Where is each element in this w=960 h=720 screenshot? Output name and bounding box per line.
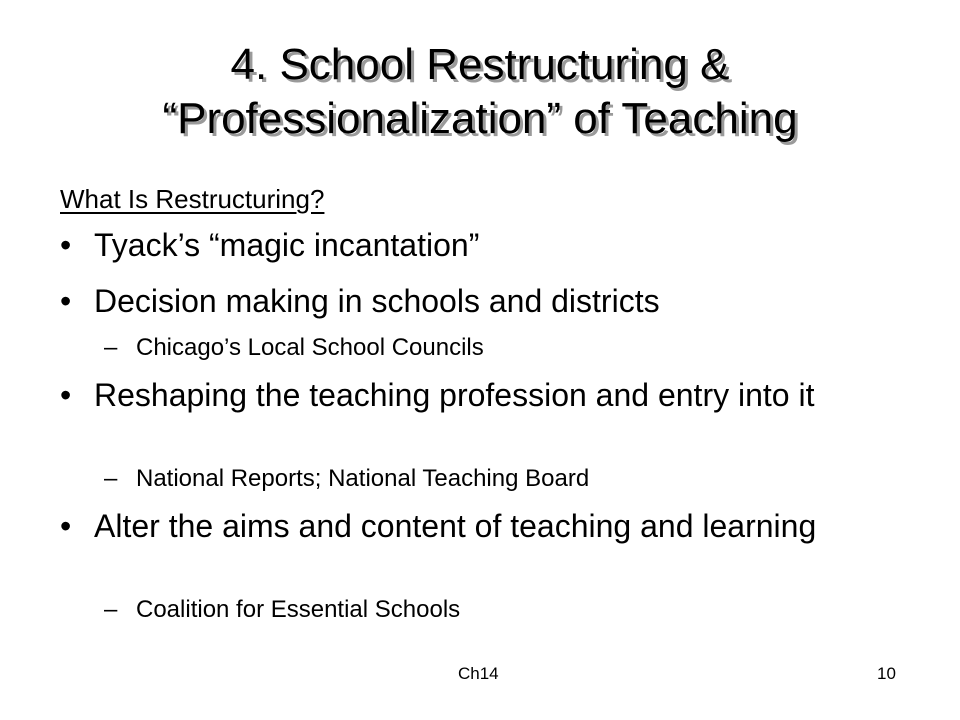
sub-bullet-text: National Reports; National Teaching Board — [136, 465, 590, 492]
sub-bullet-item — [104, 465, 884, 493]
sub-bullet-item — [104, 334, 884, 362]
bullet-text: Alter the aims and content of teaching and learning — [94, 508, 817, 544]
bullet-text: Tyack’s “magic incantation” — [94, 227, 480, 263]
sub-bullet-item — [104, 596, 884, 624]
bullet-icon: • — [60, 508, 72, 544]
dash-icon: – — [104, 334, 118, 361]
slide-title-line-1: 4. School Restructuring & — [230, 40, 730, 89]
bullet-item — [60, 285, 860, 317]
section-subheading: What Is Restructuring? — [60, 184, 325, 214]
sub-bullet-text: Coalition for Essential Schools — [136, 596, 461, 623]
dash-icon: – — [104, 596, 118, 623]
bullet-item — [60, 229, 860, 261]
footer-chapter-label: Ch14 — [458, 664, 499, 683]
bullet-text: Decision making in schools and districts — [94, 283, 660, 319]
sub-bullet-text: Chicago’s Local School Councils — [136, 334, 484, 361]
slide-title-line-2: “Professionalization” of Teaching — [162, 94, 798, 143]
bullet-text: Reshaping the teaching profession and entry into it — [94, 377, 815, 413]
bullet-icon: • — [60, 283, 72, 319]
bullet-icon: • — [60, 227, 72, 263]
dash-icon: – — [104, 465, 118, 492]
slide-title — [40, 38, 920, 146]
bullet-item — [60, 510, 860, 542]
bullet-item — [60, 379, 860, 411]
page-number: 10 — [877, 664, 896, 683]
bullet-icon: • — [60, 377, 72, 413]
